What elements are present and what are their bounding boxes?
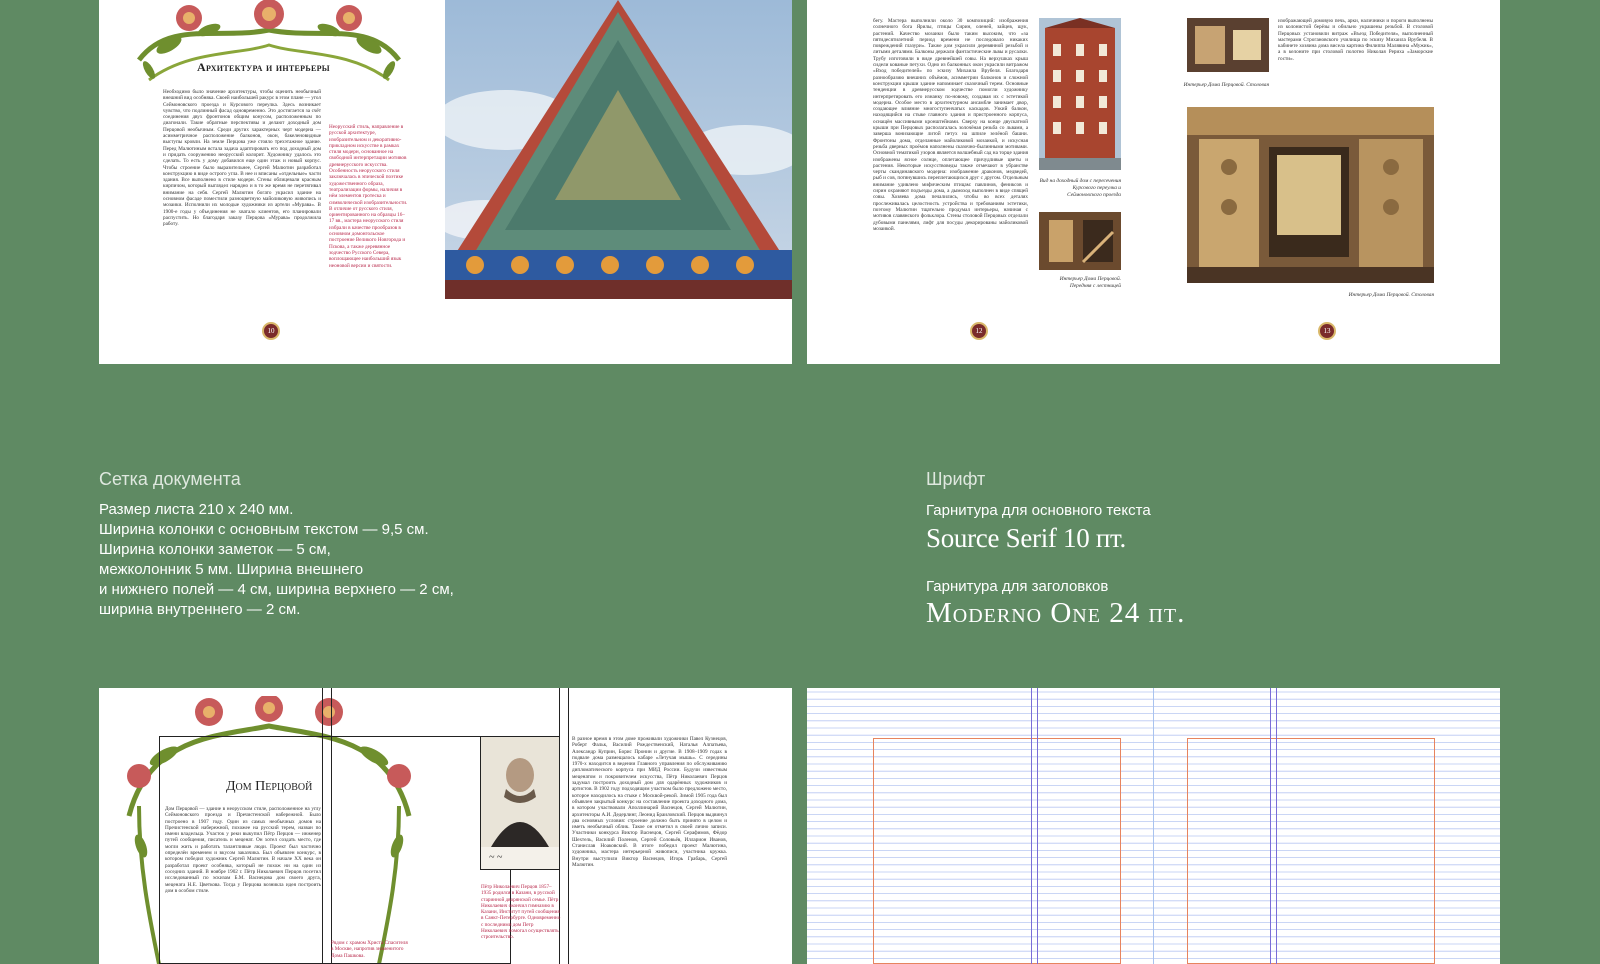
grid-line: ширина внутреннего — 2 см. [99,601,301,618]
guide-line [322,688,323,964]
guide-line [568,688,569,964]
building-photo [1039,18,1121,170]
column-guide [1276,688,1277,964]
photo-caption: Интерьер Дома Перцовой. Столовая [1348,292,1434,298]
margin-box [873,738,1121,964]
grid-description [99,500,659,620]
side-note: Пётр Николаевич Перцов 1857–1935 родился в Казани, в русской старинной дворянской семье. Пётр Николаевич окончил гимназию в Казани, Институт путей сообщения в Санкт-Петербурге. Одновременно с последними дом Петр Николаевич помогал осуществлять строительство. [481,884,561,941]
section-heading: Архитектура и интерьеры [197,60,330,74]
portrait-photo [481,737,559,847]
body-text: бегу. Мастера выполнили около 30 композиций: изображения солнечного бога Ярилы, птицы Сирин, оленей, зайцев, щук, растений. Качество мозаики было таким высоким, что «за пятидесятилетний период времени не последовало никаких повреждений глазури». Также дом украсили деревянной резьбой и литыми деталями. Балконы держали фантастические львы и русалки. Трубу изготовили в виде древнейшей совы. На верхушках крыш сидели кованые петухи. Одно из балконных окон украсили витражом «Вход победителей» по эскизу Михаила Врубеля. Благодаря разнообразию внешних объёмов, асимметрии балконов и сложной конструкции крыши здание напоминает сказочный терем. Основные тенденции в древнерусском зодчестве помогли художнику интерпретировать его изнанку по-новому, создавая их с эстетикой модерна. Особое место в архитектурном ансамбле занимает двор, создающее влияние многоступенчатых каскадов. Узкий балкон, находящийся на стыке главного здания и пристроенного корпуса, оснащён массивными кронштейнами. Сверху на конце двускатной крыши при Перцовых располагалась золочёная резьба со львами, а заверша вонизающие литой петух на шпиле зелёной башни. Фронтоны дома, отделанные майоликовой мозаикой, и искусная резьба дверных проёмов наполнены сказочно-былинными мотивами. Основной тематикой узоров является волшебный сад на торце здания изображены ясное солнце, оплетающее причудливые цветы и растения. Некоторые искусствоведы также отмечают в убранстве черты скандинавского модерна: изображение драконов, медведей, рыб и сов, потянувшись переплетающихся друг с другом. Отдельным внимание удивлено мифическим птицам: павлинов, фениксов и сирин охраняют подъезды дома, а дымоход выполнен в виде спящей совы. Хозяева дома печалились, чтобы во всех деталях прослеживалась целостность устройства и требованиям эстетики, поэтому Малютин тщательно продумал интерьеры, начиная с мотивов славянского фольклора. Стены столовой Перцовых отделали дубовыми панелями, лифт для посуды декорированы майоликовой мозаикой. [873,18,1028,232]
body-text: Необходимо было значение архитектуры, чтобы оценить необычный внешний вид особняка. Своей наибольшей ракурс в этом плане — угол Сеймоновского проезда и Курсового переулка. Здесь возникает чувство, что подлинный фасад одновременно. Это достигается за счёт соединения двух фронтонов общим конусом, расположенным по диагонали. Такие обратные перспективы и делают доходный дом Перцовой необычным. Среди других характерных черт модерна — асимметричное расположение балконов, окон, бакеленовидные выступы кровли. На земле Перцова уже стояло трехэтажное здание. Перед Малютиным встала задача адаптировать его под доходный дом и придать сооружению неорусский колорит. Художнику удалось это сделать. То есть у дому добавился еще один этаж и новый корпус. Чтобы строение было выразительнее, Сергей Малютин разработал конструкцию в виде острого угла. В нее и вписаны «отдельные» части здания. Все выполнено в стиле модерн. Стены облицевали красным кирпичом, который выглядел нарядно и в то же время не перетягивал внимание на себя. Сергей Малютин богато украсил здание на основном фасаде поместили разноцветную майоликовую живопись и мозаики. Исполнили их молодые художники из артели «Мурава». В 1900-е годы у объединения не хватало клиентов, его планировали распустить. Но благодаря заказу Перцова «Мурава» продолжила работу. [163,89,321,228]
column-guide [1037,688,1038,964]
grid-line: Ширина колонки заметок — 5 см, [99,541,331,558]
heading-font-sample: Moderno One 24 пт. [926,597,1186,629]
page-number: 12 [970,322,988,340]
floral-ornament [129,0,409,92]
grid-line: межколонник 5 мм. Ширина внешнего [99,561,364,578]
baseline-grid [807,688,1500,964]
spine-guide [1153,688,1154,964]
photo-caption: Вид на доходный дом с пересечения Курсового переулка и Сеймоновского проезда [1039,178,1121,198]
side-note: Неорусский стиль, направление в русской архитектуре, изобразительном и декоративно-прикладном искусстве в рамках стиля модерн, основанное на свободной интерпретации мотивов древнерусского искусства. Особенность неорусского стиля заключалась в эпической поэтике художественного образа, театрализации формы, наличия в нём элементов гротеска и символической изобразительности. В отличие от русского стиля, ориентированного на образцы 16–17 вв., мастера неорусского стиля избрали в качестве прообразов в основном домонгольское построение Великого Новгорода и Пскова, а также деревянное зодчество Русского Севера, воплощающее наибольший язык неоновой версии и святости. [329,124,408,269]
side-note: Рядом с храмом Христа Спасителя в Москве, напротив знаменитого Дома Пашкова. [331,940,408,959]
interior-photo-large [1187,107,1434,283]
guide-line [331,688,332,964]
spread-interiors [807,0,1500,364]
gable-photo [445,0,792,299]
grid-section-label: Сетка документа [99,469,241,489]
body-text: В разное время в этом доме проживали художники Павел Кузнецов, Роберт Фальк, Василий Рождественский, Наталья Алпатьева, Александр Куприн, Борис Пронин и другие. В 1908–1909 годах в подвале дома размещалось кабаре «Летучая мышь». С середины 1970-х находится в ведении Главного управления по обслуживанию дипломатического корпуса при МИД России. Будучи известным меценатом и покровителем искусства, Пётр Николаевич Перцов задумал построить доходный дом для одарённых художников и артистов. В 1902 году подходящим участком было предложено место, которое находилось на стыке с Москвой-рекой. Зимой 1905 года был объявлен закрытый конкурс на составление проекта доходного дома, в котором участвовали Аполлинарий Васнецов, Сергей Малютин, архитекторы А.И. Дедерлинг, Леонид Браиловский. Перцов выдвинул два основных условия: строение должно быть принято в целом и иметь необычный облик. Такое он отметил в своей лично записи. Участники конкурса Виктор Васнецов, Сергей Серафимов, Фёдор Шехтель, Василий Поленов, Сергей Соловьёв, Илларион Иванов, Станислав Ноаковский. В итоге победил проект Малютина, художника, мастера интерьерной живописи, участника кружка. Внутри выступили Виктор Васнецов, Игорь Грабарь, Сергей Малютин. [572,736,727,868]
section-heading: Дом Перцовой [226,779,313,794]
body-text: Дом Перцовой — здание в неорусском стиле, расположенное на углу Сеймоновского проезда и Пречистенской набережной. Было построено в 1907 году. Один из самых необычных домов на Пречистенской набережной, похожее на русский терем, назван по имени владельца. Участок у реки выкупил Пётр Перцов — инженер путей сообщения, писатель и меценат. Он хотел создать место, где могли жить и работать талантливые люди. Проект был частично определён временем и вкусом заказчика. Был объявлен конкурс, в котором победил художник Сергей Малютин. В начале XX века он разработал проект особняка, который не похож ни на один из соседних зданий. В ноябре 1902 г. Пётр Николаевич Перцов посетил исследованный по эскизам Б.М. Васнецова дом своего друга, мецената Н.Е. Цветкова. Тогда у Перцова возникла идея построить дом в особом стиле. [165,806,321,894]
spread-architecture [99,0,792,364]
photo-caption: Интерьер Дома Перцовой. Передняя с лестницей [1059,276,1121,289]
grid-info [99,469,659,620]
font-info [926,469,1486,630]
staircase-photo [1039,212,1121,270]
signature: ~ ~ [489,852,503,863]
grid-line: Размер листа 210 х 240 мм. [99,501,294,518]
grid-line: и нижнего полей — 4 см, ширина верхнего — 2 см, [99,581,454,598]
body-font-sample: Source Serif 10 пт. [926,523,1126,553]
column-guide [1031,688,1032,964]
margin-box [1187,738,1435,964]
grid-line: Ширина колонки с основным текстом — 9,5 см. [99,521,429,538]
heading-font-label: Гарнитура для заголовков [926,578,1109,595]
page-number: 10 [262,322,280,340]
photo-caption: Интерьер Дома Перцовой. Столовая [1183,82,1269,88]
body-text: изображающей домовую печь, арки, наличники и пороги выполнены из колонистой берёзы и обильно украшены резьбой. В столовой Перцовых установили витраж «Въезд Победителя», выполненный мастерами Строгановского училища по эскизу Михаила Врубеля. В кабинете хозяина дома висела картина Филиппа Малявина «Мужик», а в келоните при столовой полотно Николая Рериха «Заморские гости». [1278,18,1433,62]
interior-photo-small [1187,18,1269,72]
page-number: 13 [1318,322,1336,340]
body-font-label: Гарнитура для основного текста [926,502,1151,519]
font-section-label: Шрифт [926,469,986,489]
column-guide [1270,688,1271,964]
spread-house [99,688,792,964]
portrait-frame [480,736,560,870]
